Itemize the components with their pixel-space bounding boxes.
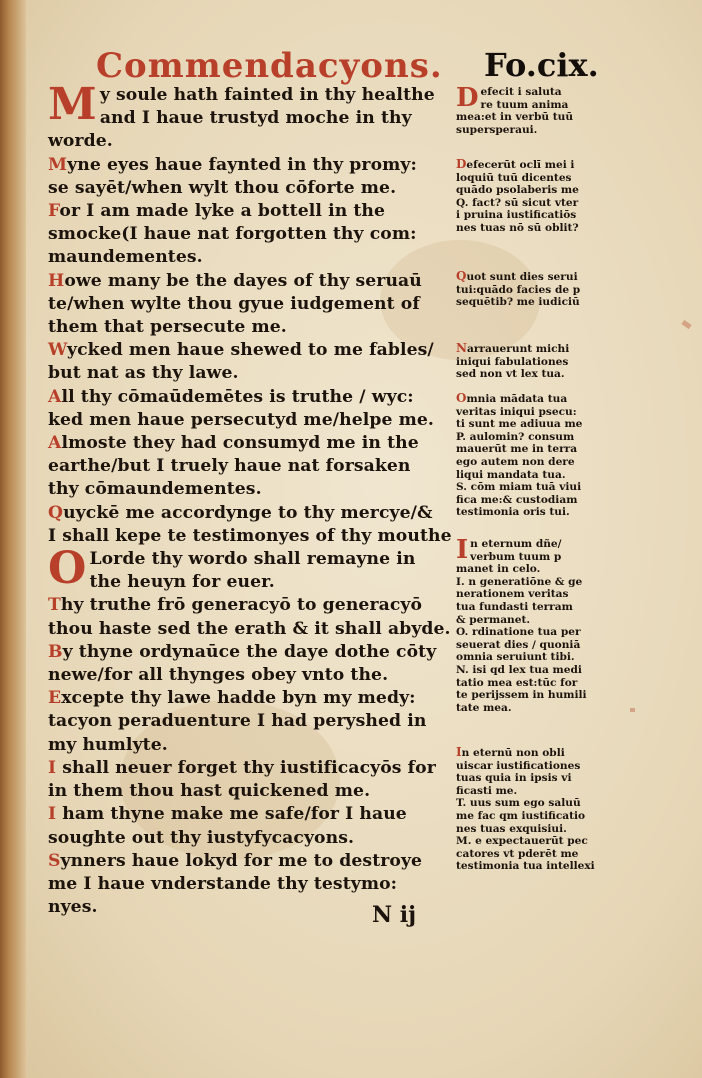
- sidenote-text: nes tuas exquisiui.: [456, 822, 567, 835]
- sidenote-text: tua fundasti terram: [456, 600, 573, 613]
- verse-text: in them thou hast quickened me.: [48, 781, 371, 802]
- sidenote-text: verbum tuum p: [470, 550, 562, 563]
- sidenote-line: [456, 810, 646, 823]
- sidenote-line: [456, 639, 646, 652]
- sidenote-line: [456, 494, 646, 507]
- verse-text: soughte out thy iustyfycacyons.: [48, 827, 355, 848]
- verse-text: thou haste sed the erath & it shall abyde.: [48, 618, 451, 639]
- sidenote-text: loquiū tuū dicentes: [456, 171, 572, 184]
- sidenote-line: [456, 111, 646, 124]
- sidenote-text: arrauerunt michi: [466, 343, 570, 355]
- latin-sidenote: [456, 535, 646, 714]
- verse-text: ked men haue persecutyd me/helpe me.: [48, 409, 435, 430]
- verse-text: nyes.: [48, 897, 98, 918]
- sidenote-line: [456, 124, 646, 137]
- rubric-initial: I: [48, 804, 57, 825]
- verse-text: ll thy cōmaūdemētes is truthe / wyc:: [61, 386, 414, 407]
- sidenote-line: [456, 456, 646, 469]
- latin-sidenote: [456, 83, 646, 136]
- verse-paragraph: [48, 594, 456, 640]
- sidenote-text: Q. fact? sū sicut vter: [456, 196, 579, 209]
- verse-line: [48, 873, 456, 896]
- sidenote-text: tate mea.: [456, 701, 512, 714]
- verse-text: y thyne ordynaūce the daye dothe cōty: [62, 641, 437, 662]
- main-text-column: [48, 79, 456, 919]
- sidenote-line: [456, 677, 646, 690]
- latin-sidenote: [456, 392, 646, 519]
- verse-paragraph: [48, 641, 456, 687]
- sidenote-line: [456, 481, 646, 494]
- verse-line: [48, 687, 456, 710]
- sidenote-text: sed non vt lex tua.: [456, 368, 565, 381]
- sidenote-text: mauerūt me in terra: [456, 443, 578, 456]
- rubric-initial: A: [48, 386, 62, 407]
- verse-line: [48, 177, 456, 200]
- sidenote-line: [456, 284, 646, 297]
- sidenote-line: [456, 835, 646, 848]
- rubric-initial: F: [48, 201, 60, 222]
- verse-text: newe/for all thynges obey vnto the.: [48, 665, 389, 686]
- sidenote-text: omnia seruiunt tibi.: [456, 651, 575, 664]
- sidenote-text: liqui mandata tua.: [456, 468, 566, 481]
- verse-text: xcepte thy lawe hadde byn my medy:: [61, 688, 416, 709]
- sidenote-text: ficasti me.: [456, 784, 518, 797]
- rubric-initial: Q: [48, 502, 64, 523]
- sidenote-text: mea:et in verbū tuū: [456, 111, 574, 124]
- verse-line: [48, 130, 456, 153]
- ink-mark: [681, 320, 691, 329]
- sidenote-line: [456, 296, 646, 309]
- verse-text: Lorde thy wordo shall remayne in: [89, 549, 416, 570]
- verse-text: or I am made lyke a bottell in the: [59, 201, 386, 222]
- sidenote-text: me fac qm iustificatio: [456, 809, 586, 822]
- sidenote-text: uiscar iustificationes: [456, 759, 581, 772]
- verse-paragraph: [48, 502, 456, 548]
- verse-text: yne eyes haue faynted in thy promy:: [67, 154, 417, 175]
- sidenote-line: [456, 614, 646, 627]
- sidenote-text: M. e expectauerūt pec: [456, 835, 588, 848]
- sidenote-text: T. uus sum ego saluū: [456, 797, 581, 810]
- sidenote-text: ego autem non dere: [456, 455, 575, 468]
- rubric-initial: D: [456, 157, 467, 171]
- verse-paragraph: [48, 757, 456, 803]
- verse-line: [48, 316, 456, 339]
- rubric-initial: O: [48, 543, 87, 595]
- verse-text: lmoste they had consumyd me in the: [61, 433, 419, 454]
- rubric-initial: W: [48, 340, 68, 361]
- sidenote-text: testimonia tua intellexi: [456, 860, 595, 873]
- verse-line: [48, 803, 456, 826]
- latin-sidenote: [456, 342, 646, 381]
- verse-text: ycked men haue shewed to me fables/: [67, 340, 434, 361]
- sidenote-line: [456, 772, 646, 785]
- verse-text: me I haue vnderstande thy testymo:: [48, 873, 398, 894]
- verse-text: y soule hath fainted in thy healthe: [99, 85, 435, 105]
- sidenote-line: [456, 588, 646, 601]
- verse-text: the heuyn for euer.: [89, 572, 275, 593]
- verse-text: ham thyne make me safe/for I haue: [56, 804, 407, 825]
- sidenote-line: [456, 158, 646, 172]
- rubric-initial: I: [456, 745, 462, 759]
- sidenote-text: efecit i saluta: [480, 86, 562, 98]
- verse-line: [48, 734, 456, 757]
- verse-paragraph: [48, 543, 456, 595]
- rubric-initial: B: [48, 641, 63, 662]
- verse-paragraph: [48, 803, 456, 849]
- sidenote-text: N. isi qd lex tua medi: [456, 663, 582, 676]
- rubric-initial: A: [48, 433, 62, 454]
- sidenote-line: [456, 506, 646, 519]
- sidenote-text: catores vt pderēt me: [456, 847, 579, 860]
- sidenote-line: [456, 664, 646, 677]
- verse-text: shall neuer forget thy iustificacyōs for: [56, 757, 436, 778]
- sidenote-text: re tuum anima: [480, 98, 569, 111]
- sidenote-text: quādo psolaberis me: [456, 184, 579, 197]
- verse-line: [48, 850, 456, 873]
- rubric-initial: T: [48, 595, 61, 616]
- verse-paragraph: [48, 687, 456, 757]
- verse-text: thy cōmaundementes.: [48, 479, 262, 500]
- verse-line: [48, 362, 456, 385]
- sidenote-line: [456, 689, 646, 702]
- verse-text: ynners haue lokyd for me to destroye: [60, 850, 423, 871]
- sidenote-text: tui:quādo facies de p: [456, 283, 581, 296]
- verse-text: smocke(I haue nat forgotten thy com:: [48, 224, 417, 245]
- sidenote-text: seuerat dies / quoniā: [456, 638, 581, 651]
- verse-line: [48, 270, 456, 293]
- latin-sidenote: [456, 746, 646, 873]
- sidenote-line: [456, 209, 646, 222]
- verse-text: my humlyte.: [48, 734, 168, 755]
- verse-line: [48, 710, 456, 733]
- verse-line: [48, 432, 456, 455]
- rubric-initial: Q: [456, 269, 467, 283]
- sidenote-line: [456, 860, 646, 873]
- sidenote-line: [456, 551, 646, 564]
- verse-line: [48, 107, 456, 130]
- sidenote-line: [456, 418, 646, 431]
- sidenote-text: & permanet.: [456, 613, 531, 626]
- verse-line: [48, 246, 456, 269]
- latin-sidenote: [456, 158, 646, 235]
- verse-text: but nat as thy lawe.: [48, 363, 239, 384]
- sidenote-text: P. aulomin? consum: [456, 430, 575, 443]
- sidenote-line: [456, 576, 646, 589]
- sidenote-line: [456, 702, 646, 715]
- verse-text: hy truthe frō generacyō to generacyō: [60, 595, 423, 616]
- rubric-initial: I: [456, 535, 469, 565]
- sidenote-line: [456, 823, 646, 836]
- sidenote-line: [456, 270, 646, 284]
- sidenote-line: [456, 342, 646, 356]
- sidenote-text: testimonia oris tui.: [456, 506, 570, 519]
- rubric-initial: N: [456, 341, 467, 355]
- sidenote-line: [456, 626, 646, 639]
- rubric-initial: D: [456, 83, 479, 113]
- verse-line: [48, 478, 456, 501]
- verse-text: se sayēt/when wylt thou cōforte me.: [48, 177, 397, 198]
- sidenote-text: O. rdinatione tua per: [456, 626, 581, 639]
- binding-gutter: [0, 0, 26, 1078]
- verse-line: [48, 780, 456, 803]
- verse-text: maundementes.: [48, 247, 203, 268]
- sidenote-text: mnia mādata tua: [466, 393, 568, 405]
- verse-text: earthe/but I truely haue nat forsaken: [48, 456, 411, 477]
- rubric-initial: O: [456, 391, 467, 405]
- sidenote-text: I. n generatiōne & ge: [456, 575, 583, 588]
- sidenote-text: supersperaui.: [456, 123, 538, 136]
- verse-line: [48, 339, 456, 362]
- sidenote-text: tuas quia in ipsis vi: [456, 772, 572, 785]
- rubric-initial: M: [48, 154, 68, 175]
- sidenote-line: [456, 356, 646, 369]
- sidenote-text: n eternū non obli: [461, 747, 565, 759]
- sidenote-text: iniqui fabulationes: [456, 355, 569, 368]
- verse-line: [48, 200, 456, 223]
- verse-line: [48, 154, 456, 177]
- verse-line: [48, 525, 456, 548]
- verse-line: [48, 664, 456, 687]
- verse-line: [48, 409, 456, 432]
- rubric-initial: M: [48, 79, 97, 130]
- rubric-initial: E: [48, 688, 62, 709]
- verse-line: [48, 386, 456, 409]
- sidenote-line: [456, 368, 646, 381]
- verse-line: [48, 594, 456, 617]
- sidenote-text: efecerūt oclī mei i: [466, 159, 575, 171]
- sidenote-text: n eternum dñe/: [470, 538, 562, 550]
- verse-line: [48, 757, 456, 780]
- sidenote-line: [456, 431, 646, 444]
- verse-text: worde.: [48, 131, 113, 152]
- verse-line: [48, 502, 456, 525]
- verse-text: them that persecute me.: [48, 317, 287, 338]
- verse-paragraph: [48, 79, 456, 154]
- signature-mark: N ij: [372, 902, 417, 928]
- sidenote-line: [456, 746, 646, 760]
- verse-line: [48, 827, 456, 850]
- sidenote-text: ti sunt me adiuua me: [456, 418, 583, 431]
- rubric-initial: S: [48, 850, 61, 871]
- sidenote-line: [456, 99, 646, 112]
- rubric-initial: H: [48, 270, 65, 291]
- sidenote-line: [456, 601, 646, 614]
- running-title: Commendacyons.: [96, 46, 443, 86]
- verse-paragraph: [48, 154, 456, 200]
- sidenote-line: [456, 469, 646, 482]
- sidenote-line: [456, 785, 646, 798]
- sidenote-line: [456, 172, 646, 185]
- sidenote-text: te perijssem in humili: [456, 689, 587, 702]
- sidenote-text: tatio mea est:tūc for: [456, 676, 578, 689]
- verse-paragraph: [48, 339, 456, 385]
- verse-paragraph: [48, 386, 456, 432]
- verse-line: [48, 293, 456, 316]
- verse-line: [48, 641, 456, 664]
- verse-text: I shall kepe te testimonyes of thy mouthe: [48, 525, 452, 546]
- sidenote-line: [456, 392, 646, 406]
- verse-paragraph: [48, 200, 456, 270]
- verse-text: te/when wylte thou gyue iudgement of: [48, 293, 420, 314]
- sidenote-line: [456, 443, 646, 456]
- rubric-initial: I: [48, 757, 57, 778]
- sidenote-line: [456, 760, 646, 773]
- sidenote-text: S. cōm miam tuā viui: [456, 481, 582, 494]
- sidenote-text: uot sunt dies serui: [466, 271, 578, 283]
- verse-text: uyckē me accordynge to thy mercye/&: [63, 502, 433, 523]
- verse-paragraph: [48, 270, 456, 340]
- verse-paragraph: [48, 432, 456, 502]
- latin-sidenote: [456, 270, 646, 309]
- sidenote-line: [456, 797, 646, 810]
- verse-line: [48, 455, 456, 478]
- sidenote-line: [456, 406, 646, 419]
- verse-text: tacyon peraduenture I had peryshed in: [48, 711, 427, 732]
- verse-text: and I haue trustyd moche in thy: [99, 108, 412, 129]
- sidenote-line: [456, 848, 646, 861]
- verse-line: [48, 571, 456, 594]
- sidenote-line: [456, 651, 646, 664]
- sidenote-text: veritas iniqui psecu:: [456, 405, 577, 418]
- sidenote-text: manet in celo.: [456, 563, 541, 576]
- sidenote-text: sequētib? me iudiciū: [456, 296, 580, 309]
- sidenote-text: nes tuas nō sū oblit?: [456, 221, 579, 234]
- verse-line: [48, 223, 456, 246]
- sidenote-line: [456, 563, 646, 576]
- verse-line: [48, 618, 456, 641]
- sidenote-text: i pruina iustificatiōs: [456, 209, 577, 222]
- sidenote-text: fica me:& custodiam: [456, 493, 578, 506]
- folio-number: Fo.cix.: [484, 46, 599, 84]
- sidenote-text: nerationem veritas: [456, 588, 569, 601]
- sidenote-line: [456, 197, 646, 210]
- verse-text: owe many be the dayes of thy seruaū: [64, 270, 422, 291]
- sidenote-line: [456, 222, 646, 235]
- sidenote-line: [456, 184, 646, 197]
